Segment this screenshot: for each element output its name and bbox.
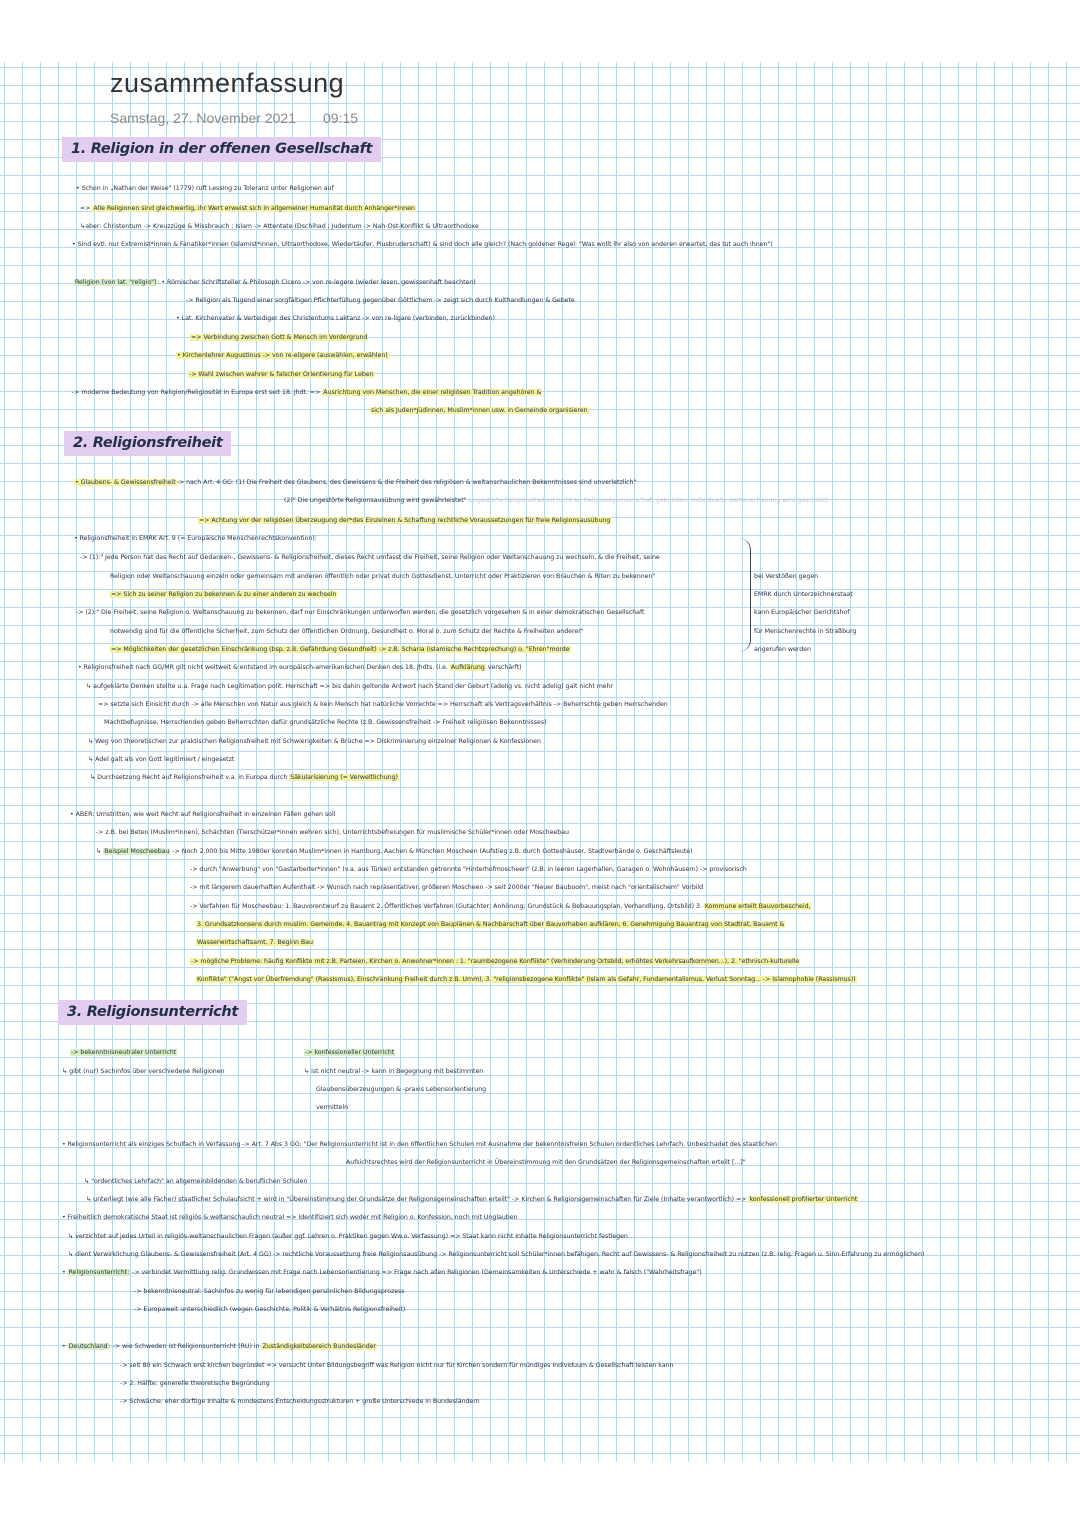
section-heading-2: 2. Religionsfreiheit <box>64 431 231 456</box>
note-line <box>176 351 389 360</box>
section-heading-1: 1. Religion in der offenen Gesellschaft <box>62 137 381 162</box>
highlight: Ausrichtung von Menschen, die einer religiösen Tradition angehören & <box>323 389 542 396</box>
note-line: ↳ Adel galt als von Gott legitimiert / eingesetzt <box>88 756 235 763</box>
note-line: -> seit 80 ein Schwach erst kirchen begründet => versucht Unter Bildungsbegriff was Religion nicht nur für Kirchen sondern für mündiges Individuum & Gesellschaft leisten kann <box>120 1362 674 1369</box>
note-line: ↳ dient Verwirklichung Glaubens- & Gewissensfreiheit (Art. 4 GG) -> rechtliche Voraussetzung freie Religionsausübung -> Religionsunterricht soll Schüler*innen befähigen, Recht auf Gewissens- & Religionsfreiheit zu nutzen (z.B. relig. Fragen u. Sinn-Erfahrung zu ermöglichen) <box>68 1251 925 1258</box>
note-text: -> verbindet Vermittlung relig. Grundwissen mit Frage nach Lebensorientierung => Frage nach allen Religionen (Gemeinsamkeiten & Unterschiede + wahr & falsch ("Wahrheitsfrage") <box>130 1269 702 1276</box>
note-line: vermitteln <box>316 1104 349 1111</box>
highlight: => Achtung vor der religiösen Überzeugung der*des Einzelnen & Schaffung rechtliche Voraussetzungen für freie Religionsausübung <box>199 517 611 524</box>
note-line: -> (2):" Die Freiheit, seine Religion o. Weltanschauung zu bekennen, darf nur Einschränkungen unterworfen werden, die gesetzlich vorgesehen & in einer demokratischen Gesellschaft <box>76 609 645 616</box>
note-line: • ABER: Umstritten, wie weit Recht auf Religionsfreiheit in einzelnen Fällen gehen soll <box>70 811 336 818</box>
side-note: angerufen werden <box>754 646 811 653</box>
note-line: -> mit längerem dauerhaften Aufenthalt -> Wunsch nach repräsentativer, größeren Moscheen -> seit 2000er "Neuer Bauboom", meist nach "orientalischem" Vorbild <box>190 884 704 891</box>
note-text: ↳ <box>96 848 104 855</box>
note-line: -> Europaweit unterschiedlich (wegen Geschichte, Politik & Verhältnis Religionsfreiheit) <box>134 1306 406 1313</box>
curly-brace <box>738 538 751 652</box>
highlight: Religionsunterricht: <box>68 1269 130 1276</box>
note-line: ↳ "ordentliches Lehrfach" an allgemeinbildenden & beruflichen Schulen <box>84 1178 308 1185</box>
note-line: -> (1):" Jede Person hat das Recht auf Gedanken-, Gewissens- & Religionsfreiheit, dieses Recht umfasst die Freiheit, seine Religion oder Weltanschauung zu wechseln, & die Freiheit, seine <box>80 554 660 561</box>
note-line <box>72 388 542 397</box>
highlight: Alle Religionen sind gleichwertig, ihr Wert erweist sich in allgemeiner Humanität durch Anhänger*innen <box>93 205 415 212</box>
note-line <box>74 478 636 487</box>
note-line <box>78 663 522 672</box>
note-line <box>190 902 811 911</box>
side-note: EMRK durch Unterzeichnerstaat <box>754 591 853 598</box>
note-line <box>190 957 800 966</box>
note-line <box>304 1048 395 1057</box>
highlight: -> konfessioneller Unterricht <box>305 1049 395 1056</box>
highlight: -> bekenntnisneutraler Unterricht <box>71 1049 177 1056</box>
note-line: ↳ verzichtet auf jedes Urteil in religiös-weltanschaulichen Fragen (außer ggf. Lehren o. Praktiken gegen Ww.o. Verfassung) => Staat kann nicht Inhalte Religionsunterricht festlegen <box>68 1233 628 1240</box>
note-line: -> Schwäche: eher dürftige Inhalte & mindestens Entscheidungsstrukturen + große Unterschiede in Bundesländern <box>120 1398 480 1405</box>
note-text: • Religionsfreiheit nach GG/MR gilt nicht weltweit & entstand im europäisch-amerikanischen Denken des 18. Jhdts. (i.e. <box>78 664 450 671</box>
note-line <box>190 333 368 342</box>
note-line <box>110 590 337 599</box>
highlight: => Sich zu seiner Religion zu bekennen & zu einer anderen zu wechseln <box>111 591 337 598</box>
note-line: => Alle Religionen sind gleichwertig, ihr Wert erweist sich in allgemeiner Humanität durch Anhänger*innen <box>80 205 415 212</box>
side-note: kann Europäischer Gerichtshof <box>754 609 850 616</box>
note-text: : • Römischer Schriftsteller & Philosoph Cicero -> von re-legere (wieder lesen, gewissenhaft beachten) <box>157 279 476 286</box>
note-text: • <box>62 1269 68 1276</box>
note-line <box>74 278 476 287</box>
faint-note: Ungestörte Religionsfreiheit nicht an Religionsgemeinschaft gebunden; individuelle Weltanschauung wird geschützt <box>468 497 828 504</box>
note-line <box>90 773 399 782</box>
note-line: -> 2. Hälfte: generelle theoretische Begründung <box>120 1380 270 1387</box>
note-text: -> moderne Bedeutung von Religion/Religiosität in Europa erst seit 18. Jhdt. => <box>72 389 323 396</box>
side-note: bei Verstößen gegen <box>754 573 819 580</box>
highlight: konfessionell profilierter Unterricht <box>749 1196 858 1203</box>
note-line: • Freiheitlich demokratische Staat ist religiös & weltanschaulich neutral => Identifiziert sich weder mit Religion o. Konfession, noch mit Unglauben <box>62 1214 518 1221</box>
note-line: • Lat. Kirchenvater & Verteidiger des Christentums Laktanz -> von re-ligare (verbinden, zurückbinden) <box>176 315 495 322</box>
note-text: : -> wie Schweden ist Religionsunterricht (RU) in <box>108 1343 262 1350</box>
note-line: Religion oder Weltanschauung einzeln oder gemeinsam mit anderen öffentlich oder privat durch Gottesdienst, Unterricht oder Praktizieren von Bräuchen & Riten zu bekennen" <box>110 573 656 580</box>
note-line: • Religionsunterricht als einziges Schulfach in Verfassung -> Art. 7 Abs 3 GG: "Der Religionsunterricht ist in den öffentlichen Schulen mit Ausnahme der bekenntnisfreien Schulen ordentliches Lehrfach. Unbeschadet des staatlichen <box>62 1141 777 1148</box>
note-text: -> Noch 2.000 bis Mitte 1980er konnten Muslim*innen in Hamburg, Aachen & München Moscheen (Aufstieg z.B. durch Gotteshäuser, Stadtverbände o. Geschäftsleute) <box>170 848 693 855</box>
note-line: -> z.B. bei Beten (Muslim*innen), Schächten (Tierschützer*innen wehren sich), Unterrichtsbefreiungen für muslimische Schüler*innen oder Moscheebau <box>96 829 569 836</box>
note-line <box>196 975 857 984</box>
highlight: -> mögliche Probleme: häufig Konflikte mit z.B. Parteien, Kirchen o. Anwohner*innen : 1. "raumbezogene Konflikte" (Verhinderung Ortsbild, erhöhtes Verkehrsaufkommen...), 2. "ethnisch-kulturelle <box>191 958 800 965</box>
highlight: -> Wahl zwischen wahrer & falscher Orientierung für Leben <box>189 371 374 378</box>
note-line: Glaubensüberzeugungen & -praxis Lebensorientierung <box>316 1086 487 1093</box>
note-line: ↳aber: Christentum -> Kreuzzüge & Missbrauch ; Islam -> Attentate (Dschihad ; Judentum -> Nah-Ost-Konflikt & Ultraorthodoxe <box>80 223 479 230</box>
note-line <box>62 1342 377 1351</box>
note-line <box>62 1268 702 1277</box>
highlight: Deutschland <box>68 1343 108 1350</box>
note-line: Aufsichtsrechtes wird der Religionsunterricht in Übereinstimmung mit den Grundsätzen der Religionsgemeinschaften erteilt [...]" <box>346 1159 746 1166</box>
note-text: -> Verfahren für Moscheebau: 1. Bauvorentwurf zu Bauamt 2. Öffentliches Verfahren (Gutachter; Anhörung; Grundstück & Bebauungsplan, Verhandlung, Ortsbild) 3. <box>190 903 704 910</box>
page-date: Samstag, 27. November 2021 <box>110 110 296 126</box>
note-text: -> nach Art. 4 GG: (1) Die Freiheit des Glaubens, des Gewissens & die Freiheit des religiösen & weltanschaulichen Bekenntnisses sind unverletzlich" <box>176 479 637 486</box>
note-line <box>370 406 589 415</box>
note-line: notwendig sind für die öffentliche Sicherheit, zum Schutz der öffentlichen Ordnung, Gesundheit o. Moral o. zum Schutz der Rechte & Freiheiten anderer" <box>110 628 584 635</box>
note-line <box>196 938 314 947</box>
note-line: ↳ ist nicht neutral -> kann in Begegnung mit bestimmten <box>304 1068 484 1075</box>
highlight: • Kirchenlehrer Augustinus -> von re-eligere (auswählen, erwählen) <box>177 352 388 359</box>
highlight: Zuständigkeitsbereich Bundesländer <box>262 1343 377 1350</box>
note-line <box>110 645 571 654</box>
note-text: (2)" Die ungestörte Religionsausübung wird gewährleistet" <box>284 497 467 504</box>
highlight: Wasserwirtschaftsamt, 7. Beginn Bau <box>197 939 313 946</box>
highlight: Religion (von lat. "religio") <box>75 279 157 286</box>
note-text: ↳ Durchsetzung Recht auf Religionsfreiheit v.a. in Europa durch <box>90 774 290 781</box>
highlight: Konflikte" ("Angst vor Überfremdung" (Rassismus), Einschränkung Freiheit durch z.B. Umm), 3. "religionsbezogene Konflikte" (Islam als Gefahr, Fundamentalismus, Verlust Sonntag... -> Islamophobie (Rassismus)) <box>197 976 856 983</box>
highlight: • Glaubens- & Gewissensfreiheit <box>75 479 176 486</box>
note-line: • Religionsfreiheit in EMRK Art. 9 (= Europäische Menschenrechtskonvention): <box>74 535 317 542</box>
highlight: Aufklärung <box>450 664 485 671</box>
note-line <box>96 847 693 856</box>
highlight: => Verbindung zwischen Gott & Mensch im Vordergrund <box>191 334 368 341</box>
note-line: ↳ Weg von theoretischen zur praktischen Religionsfreiheit mit Schwierigkeiten & Brüche => Diskriminierung einzelner Religionen & Konfessionen <box>88 738 541 745</box>
note-line: -> durch "Anwerbung" von "Gastarbeiter*innen" (v.a. aus Türkei) entstanden getrennte "Hinterhofmoscheen" (z.B. in leeren Lagerhallen, Garagen o. Wohnhäusern) -> provisorisch <box>190 866 747 873</box>
note-line <box>196 920 785 929</box>
note-line: -> bekenntnisneutral: Sachinfos zu wenig für lebendigen persönlichen Bildungsprozess <box>134 1288 405 1295</box>
highlight: Kommune erteilt Bauvorbescheid, <box>704 903 811 910</box>
note-line: Machtbefugnisse, Herrschenden geben Beherrschten dafür grundsätzliche Rechte (z.B. Gewissensfreiheit -> Freiheit religiösen Bekenntnisses) <box>104 719 547 726</box>
note-line <box>284 496 828 505</box>
highlight: sich als Juden*Jüdinnen, Muslim*innen usw. in Gemeinde organisieren <box>371 407 588 414</box>
highlight: Säkularisierung (= Verweltlichung) <box>290 774 398 781</box>
note-line: • Sind evtl. nur Extremist*innen & Fanatiker*innen (Islamist*innen, Ultraorthodoxe, Wiedertäufer, Piusbruderschaft) & sind doch alle gleich? (Nach goldener Regel: "Was wollt ihr also von anderen erwartet, das tut auch ihnen") <box>72 241 773 248</box>
note-line: ↳ gibt (nur) Sachinfos über verschiedene Religionen <box>62 1068 225 1075</box>
side-note: für Menschenrechte in Straßburg <box>754 628 857 635</box>
highlight: Beispiel Moscheebau <box>104 848 170 855</box>
note-line: -> Religion als Tugend einer sorgfältigen Pflichterfüllung gegenüber Göttlichem -> zeigt sich durch Kulthandlungen & Gebete <box>186 297 575 304</box>
note-text: ↳ unterliegt (wie alle Fächer) staatlicher Schulaufsicht + wird in "Übereinstimmung der Grundsätze der Religionsgemeinschaften erteilt" -> Kirchen & Religionsgemeinschaften für Ziele (Inhalte verantwortlich) => <box>86 1196 749 1203</box>
page-time: 09:15 <box>323 110 359 126</box>
note-line <box>198 516 611 525</box>
note-line: ↳ aufgeklärte Denken stellte u.a. Frage nach Legitimation polit. Herrschaft => bis dahin geltende Antwort nach Stand der Geburt (adelig vs. nicht adelig) galt nicht mehr <box>86 683 614 690</box>
highlight: 3. Grundsatzkonsens durch muslim. Gemeinde, 4. Bauantrag mit Konzept von Bauplänen & Nachbarschaft über Bauvorhaben aufklären, 6. Genehmigung Bauantrag von Stadtrat, Bauamt & <box>197 921 785 928</box>
note-line <box>86 1195 858 1204</box>
note-line: • Schon in „Nathan der Weise" (1779) ruft Lessing zu Toleranz unter Religionen auf <box>76 185 334 192</box>
note-line <box>70 1048 177 1057</box>
note-text: • <box>62 1343 68 1350</box>
note-line: => setzte sich Einsicht durch -> alle Menschen von Natur aus gleich & kein Mensch hat natürliche Vorrechte => Herrschaft als Vertragsverhältnis -> Beherrschte geben Herrschenden <box>98 701 668 708</box>
note-line <box>188 370 375 379</box>
note-text: verschärft) <box>485 664 522 671</box>
highlight: => Möglichkeiten der gesetzlichen Einschränkung (bsp. z.B. Gefährdung Gesundheit) -> z.B. Scharia (islamische Rechtsprechung) o. "Ehren"morde <box>111 646 570 653</box>
page-title: zusammenfassung <box>110 68 345 98</box>
section-heading-3: 3. Religionsunterricht <box>58 1000 247 1025</box>
